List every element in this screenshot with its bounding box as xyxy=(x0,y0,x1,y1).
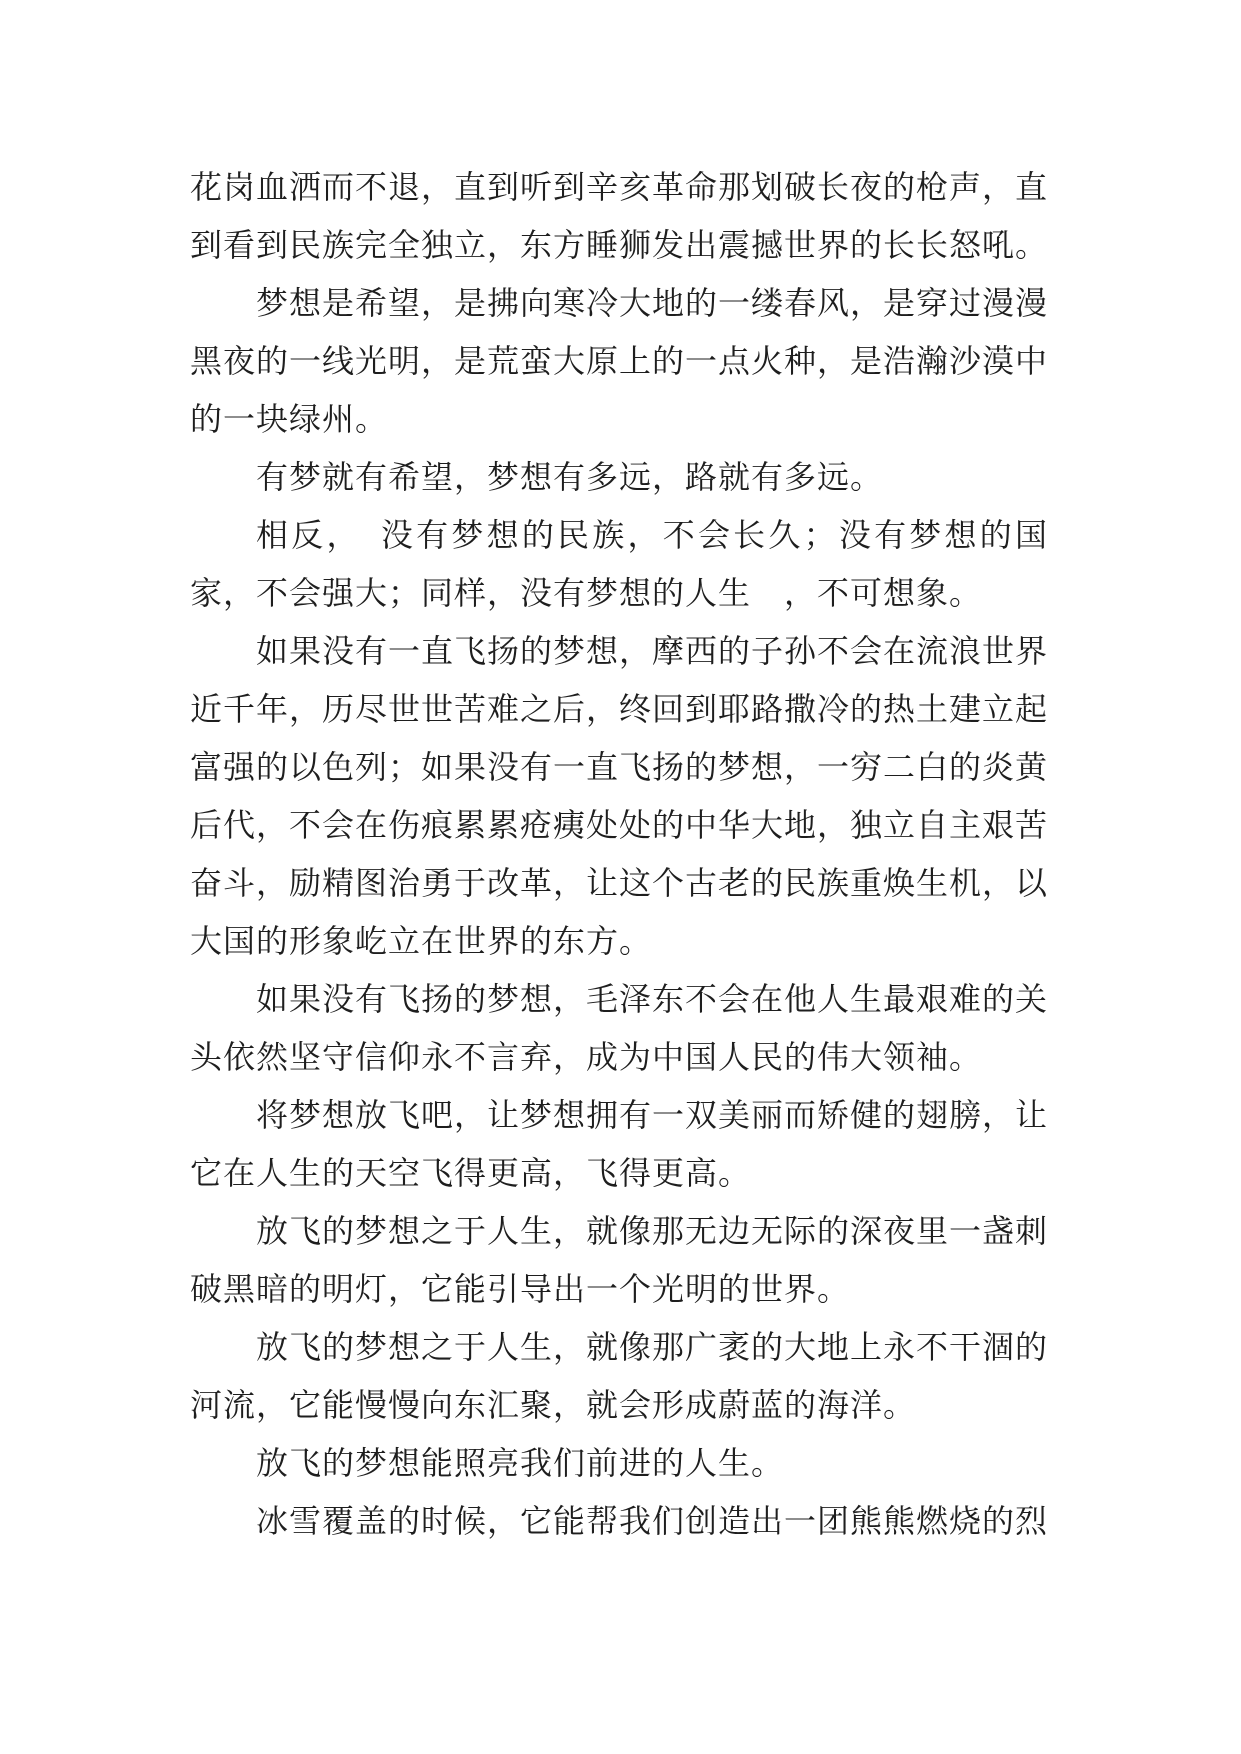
paragraph-5: 如果没有一直飞扬的梦想，摩西的子孙不会在流浪世界近千年，历尽世世苦难之后，终回到耶路撒冷的热土建立起富强的以色列；如果没有一直飞扬的梦想，一穷二白的炎黄后代，不会在伤痕累累疮痍处处的中华大地，独立自主艰苦奋斗，励精图治勇于改革，让这个古老的民族重焕生机，以大国的形象屹立在世界的东方。 xyxy=(190,632,1049,960)
paragraph-2: 梦想是希望，是拂向寒冷大地的一缕春风，是穿过漫漫黑夜的一线光明，是荒蛮大原上的一点火种，是浩瀚沙漠中的一块绿州。 xyxy=(190,284,1049,438)
paragraph-6: 如果没有飞扬的梦想，毛泽东不会在他人生最艰难的关头依然坚守信仰永不言弃，成为中国人民的伟大领袖。 xyxy=(190,980,1049,1076)
paragraph-9: 放飞的梦想之于人生，就像那广袤的大地上永不干涸的河流，它能慢慢向东汇聚，就会形成蔚蓝的海洋。 xyxy=(190,1328,1049,1424)
paragraph-10: 放飞的梦想能照亮我们前进的人生。 xyxy=(256,1444,785,1482)
body-text xyxy=(190,158,1048,1550)
paragraph-8: 放飞的梦想之于人生，就像那无边无际的深夜里一盏刺破黑暗的明灯，它能引导出一个光明的世界。 xyxy=(190,1212,1049,1308)
paragraph-11: 冰雪覆盖的时候，它能帮我们创造出一团熊熊燃烧的烈 xyxy=(256,1502,1049,1540)
paragraph-7: 将梦想放飞吧，让梦想拥有一双美丽而矫健的翅膀，让它在人生的天空飞得更高，飞得更高。 xyxy=(190,1096,1049,1192)
paragraph-1: 花岗血洒而不退，直到听到辛亥革命那划破长夜的枪声，直到看到民族完全独立，东方睡狮发出震撼世界的长长怒吼。 xyxy=(190,168,1049,264)
paragraph-3: 有梦就有希望，梦想有多远，路就有多远。 xyxy=(256,458,884,496)
paragraph-4: 相反， 没有梦想的民族，不会长久；没有梦想的国家，不会强大；同样，没有梦想的人生 ，不可想象。 xyxy=(190,516,1048,612)
